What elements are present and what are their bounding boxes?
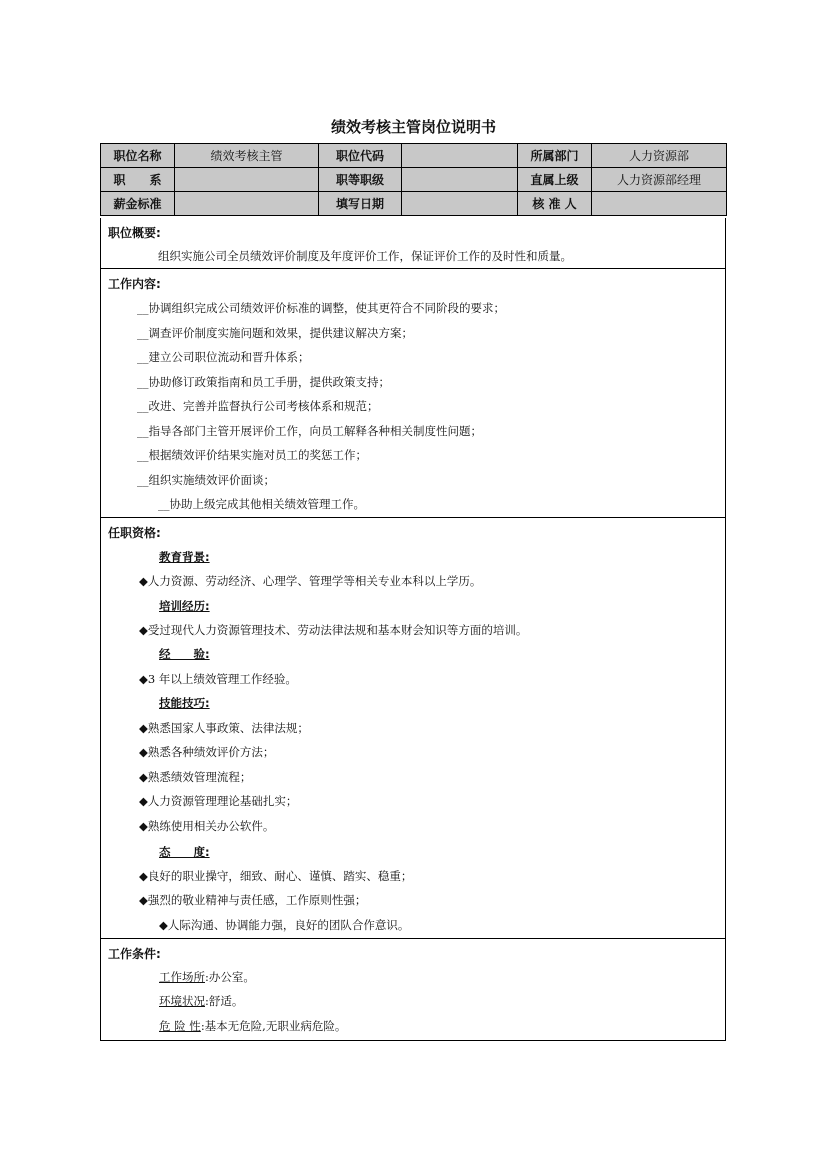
condition-value: :基本无危险,无职业病危险。: [200, 1019, 347, 1033]
section-heading: 职位概要:: [108, 226, 161, 240]
subheading-training: 培训经历:: [159, 599, 210, 613]
list-item: ◆良好的职业操守，细致、耐心、谨慎、踏实、稳重；: [139, 869, 413, 883]
list-item: ◆熟悉绩效管理流程；: [139, 770, 252, 784]
value-position-code: [402, 144, 518, 168]
value-department: 人力资源部: [592, 144, 727, 168]
value-fill-date: [402, 192, 518, 216]
subheading-attitude: 态 度:: [159, 845, 210, 859]
section-overview: [100, 218, 726, 269]
list-item: __协调组织完成公司绩效评价标准的调整，使其更符合不同阶段的要求；: [137, 301, 505, 315]
page-title: 绩效考核主管岗位说明书: [330, 118, 496, 136]
value-supervisor: 人力资源部经理: [592, 168, 727, 192]
header-row: [101, 192, 727, 216]
list-item: __协助修订政策指南和员工手册，提供政策支持；: [137, 375, 390, 389]
list-item: __指导各部门主管开展评价工作，向员工解释各种相关制度性问题；: [137, 424, 482, 438]
list-item: ◆强烈的敬业精神与责任感，工作原则性强；: [139, 893, 367, 907]
value-grade: [402, 168, 518, 192]
label-position-name: 职位名称: [101, 144, 175, 168]
label-department: 所属部门: [518, 144, 592, 168]
subheading-experience: 经 验:: [159, 647, 210, 661]
value-salary: [175, 192, 319, 216]
section-work-content: [100, 269, 726, 518]
value-job-family: [175, 168, 319, 192]
label-grade: 职等职级: [319, 168, 402, 192]
label-approver: 核 准 人: [518, 192, 592, 216]
header-row: [101, 144, 727, 168]
list-item: ◆熟悉国家人事政策、法律法规；: [139, 721, 309, 735]
subheading-skills: 技能技巧:: [159, 696, 210, 710]
section-conditions: [100, 939, 726, 1041]
header-row: [101, 168, 727, 192]
section-heading: 工作内容:: [108, 277, 161, 291]
label-supervisor: 直属上级: [518, 168, 592, 192]
list-item: ◆受过现代人力资源管理技术、劳动法律法规和基本财会知识等方面的培训。: [139, 623, 528, 637]
value-approver: [592, 192, 727, 216]
list-item: ◆人力资源管理理论基础扎实；: [139, 794, 298, 808]
label-salary: 薪金标准: [101, 192, 175, 216]
list-item: ◆3 年以上绩效管理工作经验。: [139, 672, 297, 686]
condition-label: 工作场所: [159, 970, 205, 984]
condition-workplace: [159, 969, 255, 985]
list-item: __组织实施绩效评价面谈；: [137, 473, 275, 487]
condition-environment: [159, 993, 243, 1009]
section-heading: 工作条件:: [108, 947, 161, 961]
section-heading: 任职资格:: [108, 526, 161, 540]
list-item: __根据绩效评价结果实施对员工的奖惩工作；: [137, 448, 367, 462]
value-position-name: 绩效考核主管: [175, 144, 319, 168]
section-qualifications: [100, 518, 726, 939]
list-item: ◆人力资源、劳动经济、心理学、管理学等相关专业本科以上学历。: [139, 574, 482, 588]
list-item: __改进、完善并监督执行公司考核体系和规范；: [137, 399, 379, 413]
list-item: __调查评价制度实施问题和效果，提供建议解决方案；: [137, 326, 413, 340]
header-table: [100, 143, 727, 216]
overview-text: 组织实施公司全员绩效评价制度及年度评价工作，保证评价工作的及时性和质量。: [158, 249, 572, 263]
list-item: ◆熟练使用相关办公软件。: [139, 819, 275, 833]
list-item: __协助上级完成其他相关绩效管理工作。: [158, 497, 365, 511]
subheading-education: 教育背景:: [159, 550, 210, 564]
condition-value: :办公室。: [205, 970, 255, 984]
label-position-code: 职位代码: [319, 144, 402, 168]
condition-label: 危 险 性: [159, 1019, 201, 1033]
label-fill-date: 填写日期: [319, 192, 402, 216]
list-item: ◆人际沟通、协调能力强，良好的团队合作意识。: [159, 918, 410, 932]
list-item: __建立公司职位流动和晋升体系；: [137, 350, 310, 364]
condition-risk: [159, 1018, 346, 1034]
condition-label: 环境状况: [159, 994, 205, 1008]
list-item: ◆熟悉各种绩效评价方法；: [139, 745, 275, 759]
condition-value: :舒适。: [205, 994, 244, 1008]
label-job-family: 职 系: [101, 168, 175, 192]
